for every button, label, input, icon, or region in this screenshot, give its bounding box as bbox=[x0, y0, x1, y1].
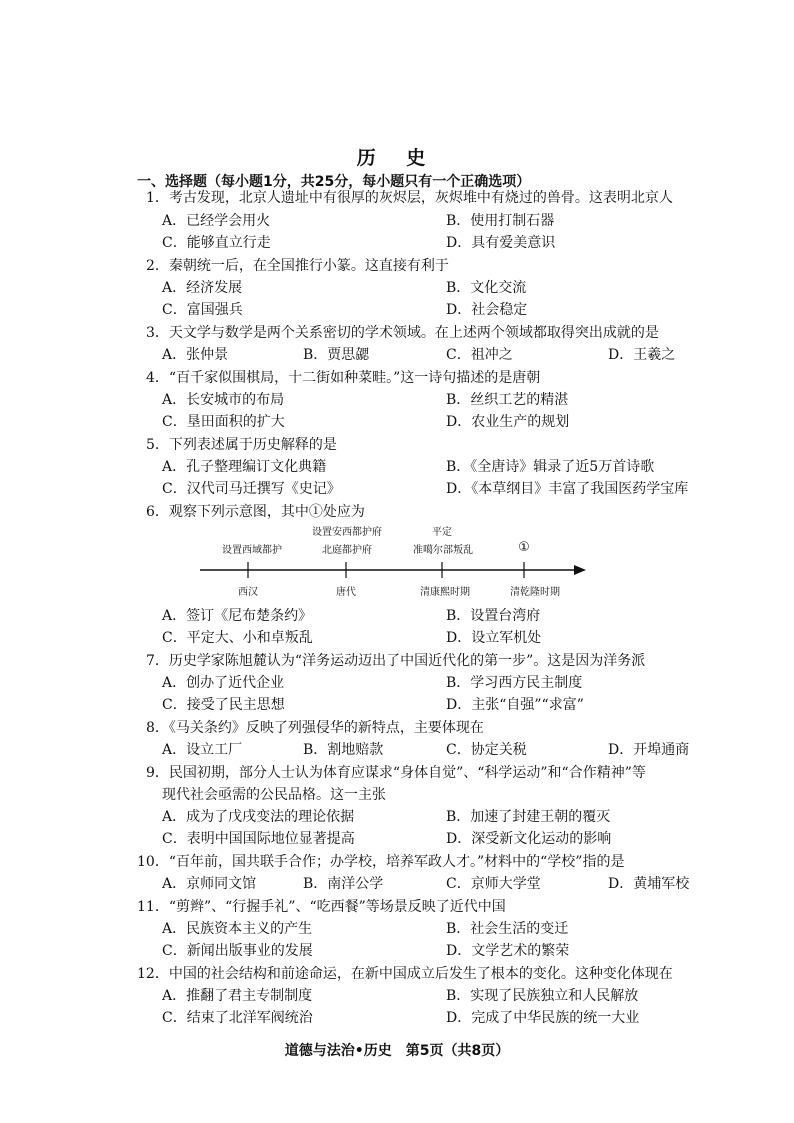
question-11-option-b: B．社会生活的变迁 bbox=[446, 921, 569, 937]
question-4-stem: 4．“百千家似围棋局，十二街如种菜畦。”这一诗句描述的是唐朝 bbox=[146, 370, 541, 386]
question-10-option-c: C．京师大学堂 bbox=[446, 876, 541, 892]
timeline-event-2-line1: 设置安西都护府 bbox=[312, 527, 382, 538]
timeline-event-4: ① bbox=[518, 540, 530, 555]
question-7-stem: 7．历史学家陈旭麓认为“洋务运动迈出了中国近代化的第一步”。这是因为洋务派 bbox=[146, 653, 646, 669]
question-12-stem: 12．中国的社会结构和前途命运，在新中国成立后发生了根本的变化。这种变化体现在 bbox=[137, 966, 673, 982]
question-8-option-a: A．设立工厂 bbox=[162, 742, 243, 758]
timeline-arrow bbox=[574, 565, 586, 575]
timeline-period-2: 唐代 bbox=[336, 587, 356, 598]
question-2-option-d: D．社会稳定 bbox=[446, 302, 528, 318]
question-8-option-c: C．协定关税 bbox=[446, 742, 527, 758]
question-2-option-b: B．文化交流 bbox=[446, 280, 527, 296]
question-2-option-c: C．富国强兵 bbox=[162, 302, 243, 318]
question-8-option-d: D．开埠通商 bbox=[608, 742, 690, 758]
question-3-option-d: D．王羲之 bbox=[608, 347, 676, 363]
question-4-option-c: C．垦田面积的扩大 bbox=[162, 414, 285, 430]
timeline-period-3: 清康熙时期 bbox=[420, 587, 470, 598]
question-11-stem: 11．“剪辫”、“行握手礼”、“吃西餐”等场景反映了近代中国 bbox=[137, 899, 506, 915]
question-9-option-d: D．深受新文化运动的影响 bbox=[446, 831, 612, 847]
question-7-option-a: A．创办了近代企业 bbox=[162, 675, 285, 691]
question-5-option-a: A．孔子整理编订文化典籍 bbox=[162, 459, 327, 475]
question-2-stem: 2．秦朝统一后，在全国推行小篆。这直接有利于 bbox=[146, 258, 449, 274]
question-10-stem: 10．“百年前，国共联手合作；办学校，培养军政人才。”材料中的“学校”指的是 bbox=[137, 854, 625, 870]
question-5-option-b: B．《全唐诗》辑录了近5万首诗歌 bbox=[446, 459, 655, 475]
timeline-event-1: 设置西域都护 bbox=[222, 545, 282, 556]
page-footer: 道德与法治•历史 第5页（共8页） bbox=[284, 1043, 510, 1059]
question-7-option-c: C．接受了民主思想 bbox=[162, 697, 285, 713]
question-5-option-d: D．《本草纲目》丰富了我国医药学宝库 bbox=[446, 481, 689, 497]
question-1-option-d: D．具有爱美意识 bbox=[446, 235, 556, 251]
question-9-option-a: A．成为了戊戌变法的理论依据 bbox=[162, 809, 355, 825]
question-3-stem: 3．天文学与数学是两个关系密切的学术领域。在上述两个领域都取得突出成就的是 bbox=[146, 325, 659, 341]
question-12-option-d: D．完成了中华民族的统一大业 bbox=[446, 1010, 640, 1026]
question-6-stem: 6．观察下列示意图，其中①处应为 bbox=[146, 504, 365, 520]
question-1-option-b: B．使用打制石器 bbox=[446, 213, 555, 229]
question-9-stem-continued: 现代社会亟需的公民品格。这一主张 bbox=[162, 787, 386, 803]
question-11-option-a: A．民族资本主义的产生 bbox=[162, 921, 313, 937]
question-10-option-d: D．黄埔军校 bbox=[608, 876, 690, 892]
question-11-option-d: D．文学艺术的繁荣 bbox=[446, 943, 570, 959]
question-12-option-b: B．实现了民族独立和人民解放 bbox=[446, 988, 639, 1004]
question-3-option-b: B．贾思勰 bbox=[303, 347, 370, 363]
question-6-option-b: B．设置台湾府 bbox=[446, 608, 541, 624]
question-5-stem: 5．下列表述属于历史解释的是 bbox=[146, 437, 337, 453]
question-6-option-d: D．设立军机处 bbox=[446, 630, 542, 646]
question-3-option-c: C．祖冲之 bbox=[446, 347, 513, 363]
timeline-axis bbox=[196, 560, 590, 584]
question-6-option-a: A．签订《尼布楚条约》 bbox=[162, 608, 313, 624]
question-6-option-c: C．平定大、小和卓叛乱 bbox=[162, 630, 313, 646]
question-3-option-a: A．张仲景 bbox=[162, 347, 229, 363]
timeline-event-2-line2: 北庭都护府 bbox=[322, 545, 372, 556]
question-8-option-b: B．割地赔款 bbox=[303, 742, 384, 758]
question-2-option-a: A．经济发展 bbox=[162, 280, 243, 296]
timeline-event-3-line2: 准噶尔部叛乱 bbox=[413, 545, 473, 556]
question-5-option-c: C．汉代司马迁撰写《史记》 bbox=[162, 481, 341, 497]
question-8-stem: 8．《马关条约》反映了列强侵华的新特点，主要体现在 bbox=[146, 720, 484, 736]
question-11-option-c: C．新闻出版事业的发展 bbox=[162, 943, 313, 959]
timeline-period-1: 西汉 bbox=[238, 587, 258, 598]
question-9-option-b: B．加速了封建王朝的覆灭 bbox=[446, 809, 611, 825]
section-heading: 一、选择题（每小题1分，共25分，每小题只有一个正确选项） bbox=[137, 174, 531, 190]
question-9-option-c: C．表明中国国际地位显著提高 bbox=[162, 831, 355, 847]
question-4-option-a: A．长安城市的布局 bbox=[162, 392, 285, 408]
question-4-option-b: B．丝织工艺的精湛 bbox=[446, 392, 569, 408]
question-9-stem: 9．民国初期，部分人士认为体育应谋求“身体自觉”、“科学运动”和“合作精神”等 bbox=[146, 765, 646, 781]
question-10-option-b: B．南洋公学 bbox=[303, 876, 384, 892]
question-7-option-d: D．主张“自强”“求富” bbox=[446, 697, 584, 713]
timeline-event-3-line1: 平定 bbox=[432, 527, 452, 538]
page-title: 历 史 bbox=[356, 147, 438, 169]
question-1-stem: 1．考古发现，北京人遗址中有很厚的灰烬层，灰烬堆中有烧过的兽骨。这表明北京人 bbox=[146, 190, 673, 206]
question-1-option-a: A．已经学会用火 bbox=[162, 213, 271, 229]
question-12-option-c: C．结束了北洋军阀统治 bbox=[162, 1010, 313, 1026]
timeline-period-4: 清乾隆时期 bbox=[510, 587, 560, 598]
question-7-option-b: B．学习西方民主制度 bbox=[446, 675, 583, 691]
question-4-option-d: D．农业生产的规划 bbox=[446, 414, 570, 430]
question-10-option-a: A．京师同文馆 bbox=[162, 876, 257, 892]
question-12-option-a: A．推翻了君主专制制度 bbox=[162, 988, 313, 1004]
question-1-option-c: C．能够直立行走 bbox=[162, 235, 271, 251]
